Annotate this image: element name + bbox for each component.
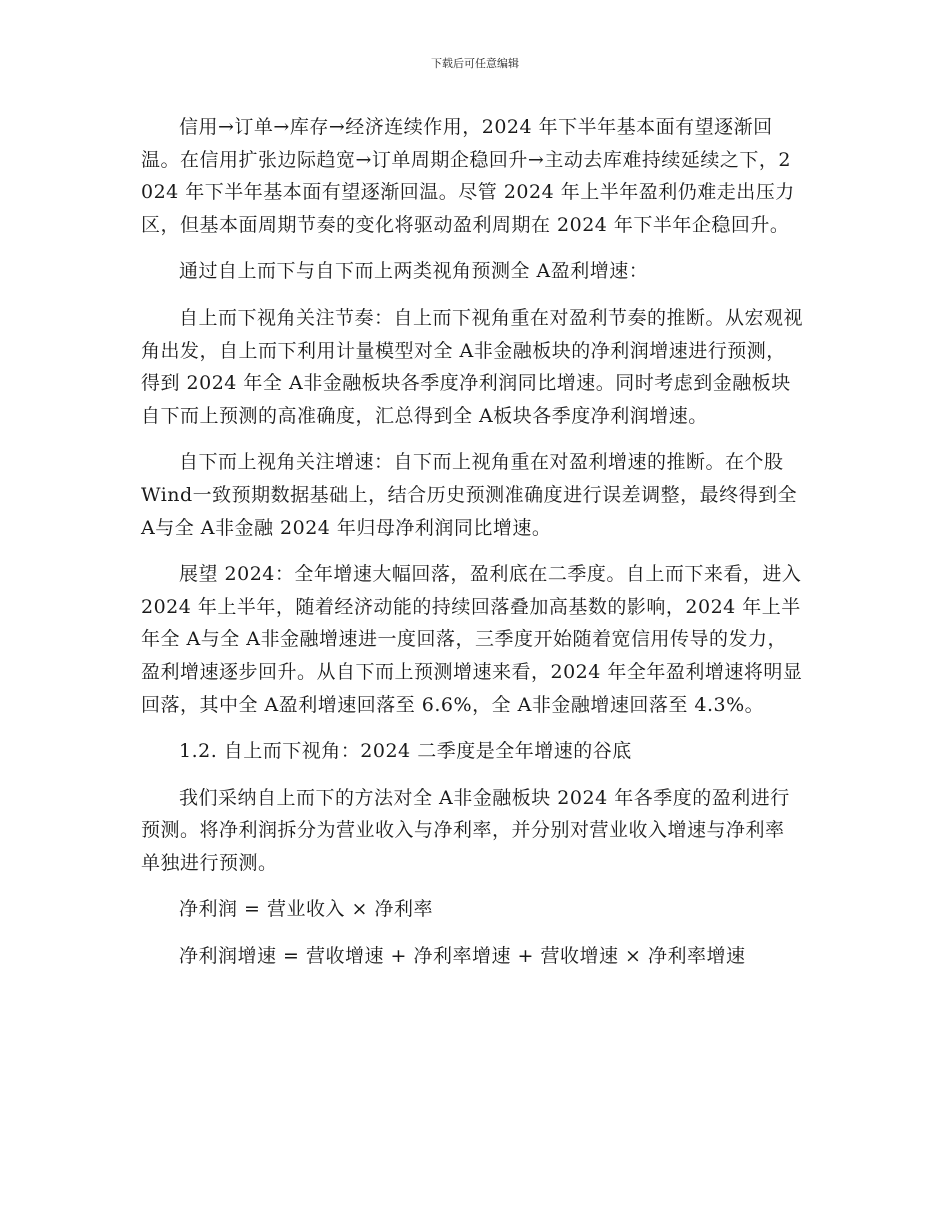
formula-net-profit-growth: 净利润增速 = 营收增速 + 净利率增速 + 营收增速 × 净利率增速	[179, 945, 746, 968]
paragraph-two-perspectives: 通过自上而下与自下而上两类视角预测全 A盈利增速：	[179, 260, 649, 283]
paragraph-bottom-up: 自下而上视角关注增速：自下而上视角重在对盈利增速的推断。在个股 Wind一致预期数据基础上，结合历史预测准确度进行误差调整，最终得到全 A与全 A非金融 2024 年归母净利润同比增速。	[141, 451, 798, 539]
section-heading: 1.2. 自上而下视角：2024 二季度是全年增速的谷底	[179, 740, 632, 763]
paragraph-top-down: 自上而下视角关注节奏：自上而下视角重在对盈利节奏的推断。从宏观视角出发，自上而下利用计量模型对全 A非金融板块的净利润增速进行预测，得到 2024 年全 A非金融板块各季度净利润同比增速。同时考虑到金融板块自下而上预测的高准确度，汇总得到全 A板块各季度净利润增速。	[141, 306, 804, 427]
page-header: 下载后可任意编辑	[431, 57, 519, 70]
formula-net-profit: 净利润 = 营业收入 × 净利率	[179, 898, 433, 921]
document-body	[141, 111, 803, 987]
paragraph-outlook: 展望 2024：全年增速大幅回落，盈利底在二季度。自上而下来看，进入 2024 年上半年，随着经济动能的持续回落叠加高基数的影响，2024 年上半年全 A与全 A非金融增速进一度回落，三季度开始随着宽信用传导的发力，盈利增速逐步回升。从自下而上预测增速来看，2024 年全年盈利增速将明显回落，其中全 A盈利增速回落至 6.6%，全 A非金融增速回落至 4.3%。	[141, 563, 803, 716]
paragraph-method: 我们采纳自上而下的方法对全 A非金融板块 2024 年各季度的盈利进行预测。将净利润拆分为营业收入与净利率，并分别对营业收入增速与净利率单独进行预测。	[141, 786, 790, 874]
paragraph-credit-cycle: 信用→订单→库存→经济连续作用，2024 年下半年基本面有望逐渐回温。在信用扩张边际趋宽→订单周期企稳回升→主动去库难持续延续之下，2024 年下半年基本面有望逐渐回温。尽管 2024 年上半年盈利仍难走出压力区，但基本面周期节奏的变化将驱动盈利周期在 2024 年下半年企稳回升。	[141, 116, 795, 236]
